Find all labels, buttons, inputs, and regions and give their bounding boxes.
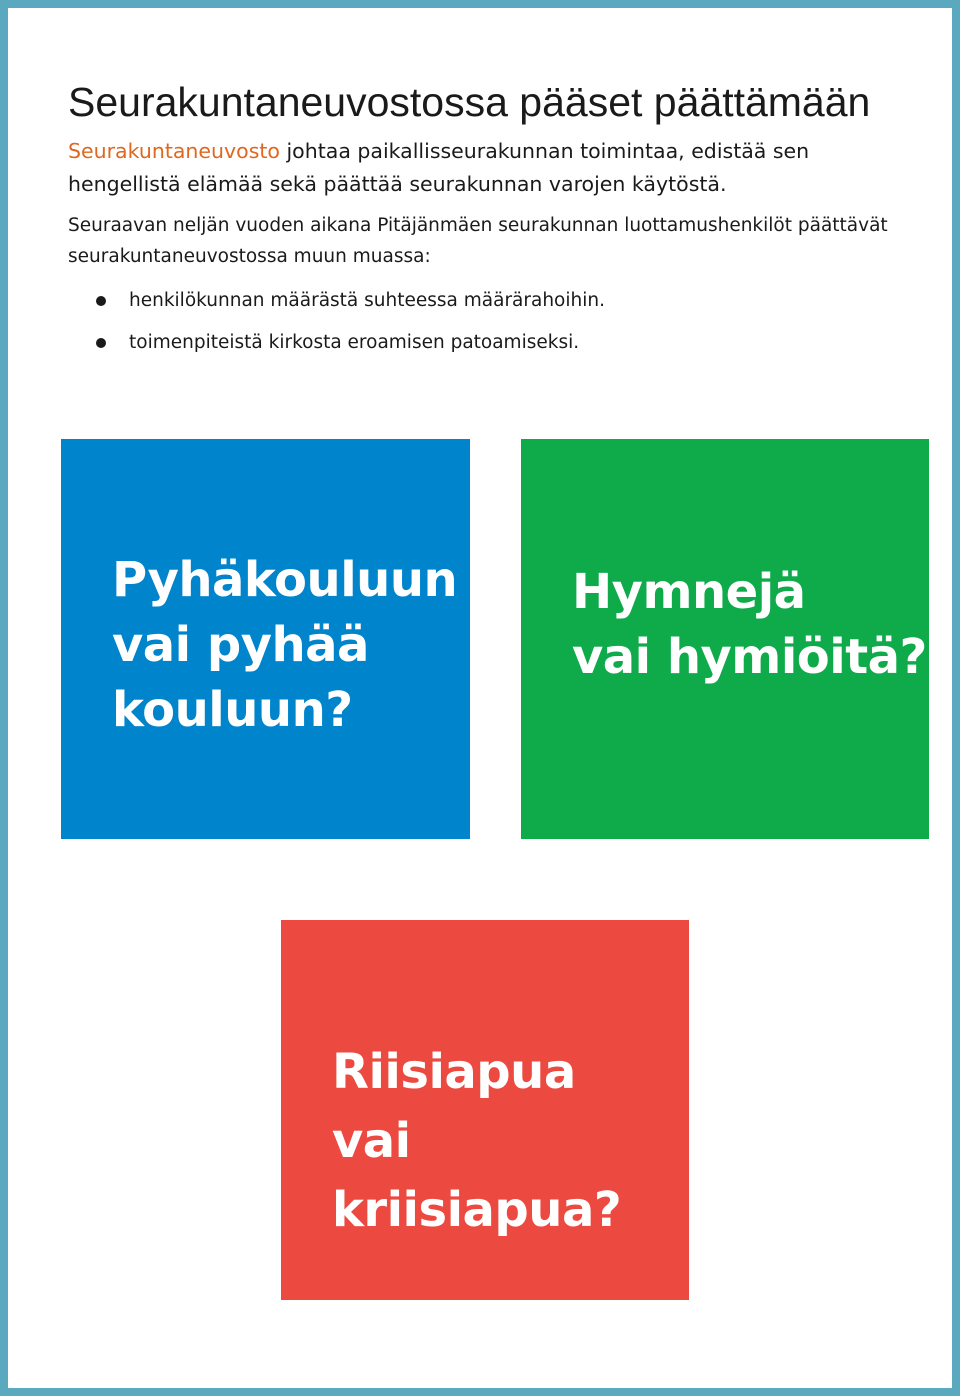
list-item-text: toimenpiteistä kirkosta eroamisen patoamiseksi. [129,332,580,353]
card-hymns [521,439,929,839]
intro-text: johtaa paikallisseurakunnan toimintaa, edistää sen hengellistä elämää sekä päättää seurakunnan varojen käytöstä. [68,139,810,196]
decisions-paragraph: Seuraavan neljän vuoden aikana Pitäjänmäen seurakunnan luottamushenkilöt päättävät seurakuntaneuvostossa muun muassa: [68,215,888,267]
list-item [96,280,916,322]
card-sunday-school [61,439,470,839]
list-item-text: henkilökunnan määrästä suhteessa määrärahoihin. [129,290,605,311]
intro-highlight: Seurakuntaneuvosto [68,139,280,163]
intro-paragraph [68,135,888,201]
page-title: Seurakuntaneuvostossa pääset päättämään [68,79,871,125]
card-hymns-text: Hymnejä vai hymiöitä? [572,564,927,685]
decisions-list [96,280,916,364]
card-rice-aid [281,920,689,1300]
bullet-icon [96,338,106,348]
list-item [96,322,916,364]
bullet-icon [96,296,106,306]
card-rice-aid-text: Riisiapua vai kriisiapua? [332,1044,622,1238]
card-sunday-school-text: Pyhäkouluun vai pyhää kouluun? [112,552,458,738]
